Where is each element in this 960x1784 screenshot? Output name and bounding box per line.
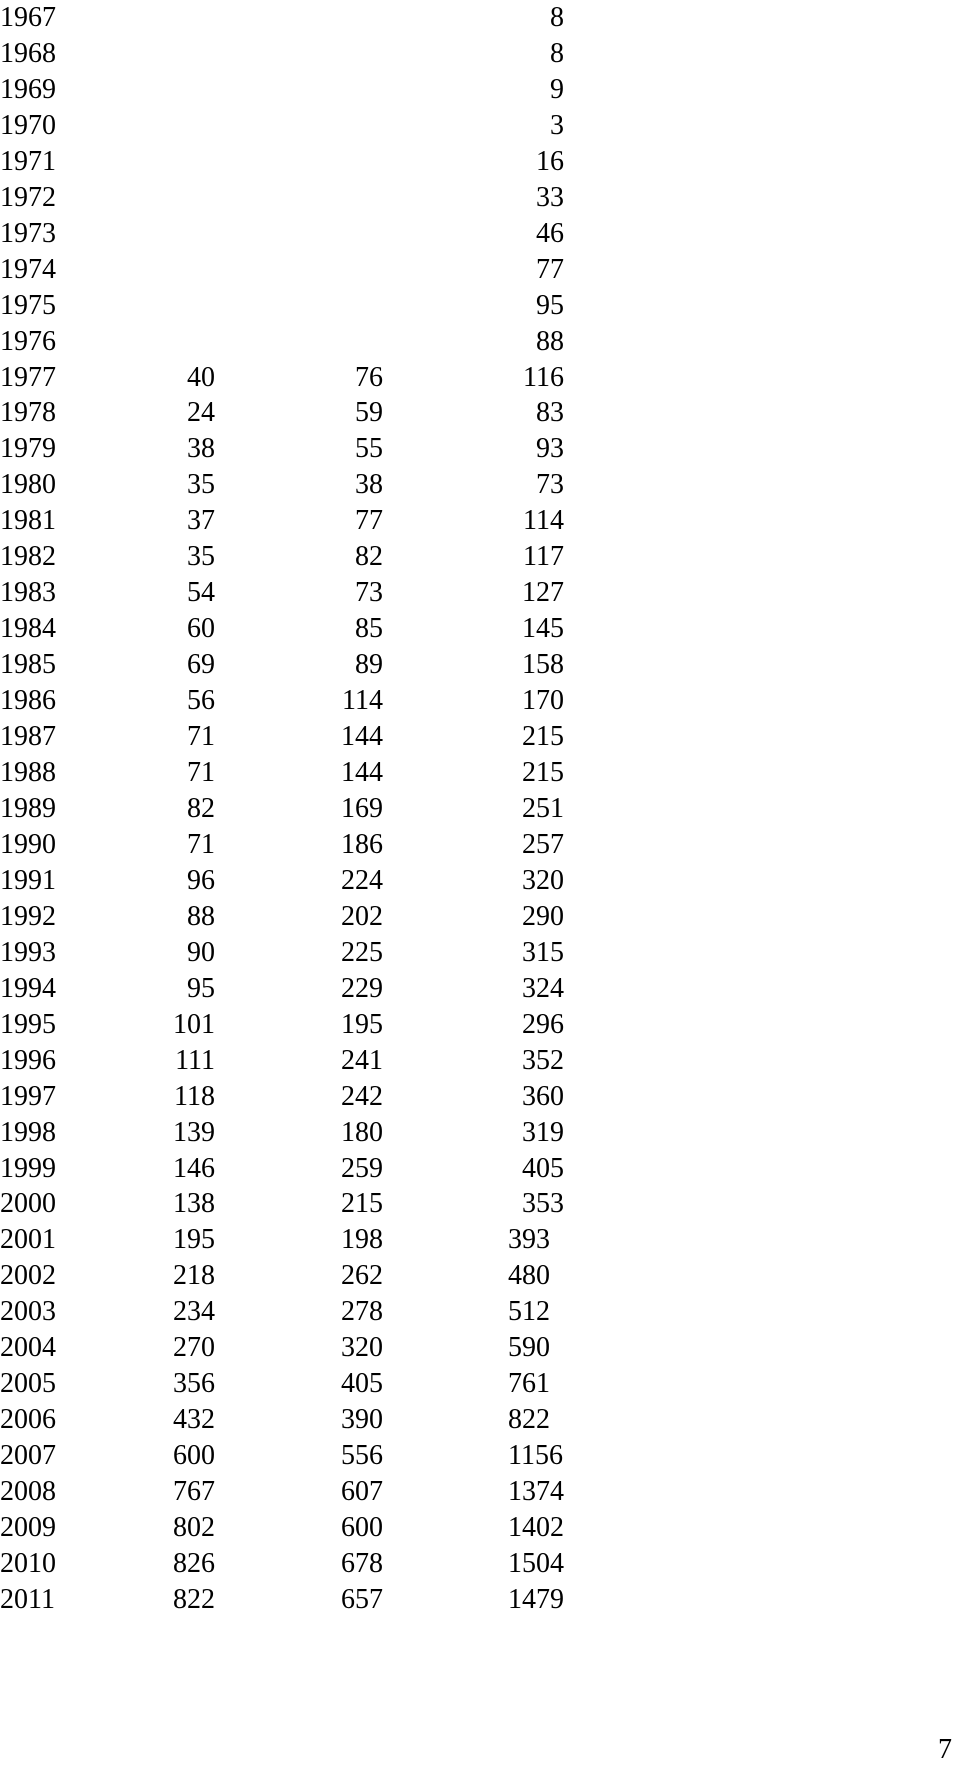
value-cell-a: 96 [187, 864, 215, 896]
value-cell-c: 320 [522, 864, 564, 896]
year-cell: 1980 [0, 469, 56, 501]
value-cell-b [215, 36, 383, 72]
year-cell: 1998 [0, 1116, 56, 1148]
year-cell: 1990 [0, 828, 56, 860]
value-cell-a [70, 108, 215, 144]
year-cell: 1968 [0, 37, 56, 69]
value-cell-a: 802 [173, 1512, 215, 1544]
value-cell-c: 3 [550, 109, 564, 141]
value-cell-b: 169 [341, 792, 383, 824]
value-cell-c: 360 [522, 1080, 564, 1112]
year-cell: 1975 [0, 289, 56, 321]
year-cell: 1977 [0, 361, 56, 393]
year-cell: 1997 [0, 1080, 56, 1112]
table-row [0, 1258, 564, 1294]
value-cell-b: 144 [341, 721, 383, 753]
table-row [0, 1582, 564, 1618]
value-cell-a [70, 216, 215, 252]
value-cell-c: 73 [536, 469, 564, 501]
value-cell-c: 1374 [508, 1476, 564, 1508]
value-cell-c: 257 [522, 828, 564, 860]
table-row [0, 575, 564, 611]
value-cell-a: 71 [187, 757, 215, 789]
value-cell-c: 95 [536, 289, 564, 321]
table-row [0, 539, 564, 575]
table-row [0, 431, 564, 467]
year-cell: 1972 [0, 181, 56, 213]
year-cell: 1970 [0, 109, 56, 141]
value-cell-a: 826 [173, 1547, 215, 1579]
table-row [0, 827, 564, 863]
table-row [0, 36, 564, 72]
value-cell-a: 95 [187, 972, 215, 1004]
value-cell-b: 38 [355, 469, 383, 501]
value-cell-a [70, 0, 215, 36]
table-row [0, 324, 564, 360]
table-row [0, 1474, 564, 1510]
year-cell: 1986 [0, 685, 56, 717]
table-row [0, 108, 564, 144]
value-cell-b: 390 [341, 1404, 383, 1436]
value-cell-b: 186 [341, 828, 383, 860]
value-cell-c: 116 [523, 361, 564, 393]
value-cell-c: 77 [536, 253, 564, 285]
value-cell-a: 38 [187, 433, 215, 465]
value-cell-a: 90 [187, 936, 215, 968]
value-cell-c: 290 [522, 900, 564, 932]
year-cell: 1969 [0, 73, 56, 105]
value-cell-c: 822 [508, 1404, 550, 1436]
value-cell-a [70, 72, 215, 108]
value-cell-a: 356 [173, 1368, 215, 1400]
value-cell-b [215, 252, 383, 288]
table-row [0, 1043, 564, 1079]
table-row [0, 755, 564, 791]
table-row [0, 719, 564, 755]
value-cell-b: 262 [341, 1260, 383, 1292]
value-cell-c: 215 [522, 721, 564, 753]
value-cell-c: 393 [508, 1224, 550, 1256]
value-cell-a: 138 [173, 1188, 215, 1220]
value-cell-a: 118 [174, 1080, 215, 1112]
value-cell-c: 8 [550, 2, 564, 33]
year-cell: 2002 [0, 1260, 56, 1292]
value-cell-b: 73 [355, 577, 383, 609]
value-cell-b: 55 [355, 433, 383, 465]
year-cell: 1989 [0, 792, 56, 824]
value-cell-c: 405 [522, 1152, 564, 1184]
value-cell-c: 8 [550, 37, 564, 69]
table-row [0, 1294, 564, 1330]
value-cell-c: 352 [522, 1044, 564, 1076]
table-row [0, 216, 564, 252]
value-cell-a [70, 252, 215, 288]
value-cell-b: 77 [355, 505, 383, 537]
value-cell-c: 1402 [508, 1512, 564, 1544]
value-cell-b: 229 [341, 972, 383, 1004]
value-cell-b: 241 [341, 1044, 383, 1076]
year-cell: 2008 [0, 1476, 56, 1508]
year-cell: 1979 [0, 433, 56, 465]
value-cell-a: 82 [187, 792, 215, 824]
year-cell: 1971 [0, 145, 56, 177]
value-cell-a [70, 180, 215, 216]
value-cell-b: 556 [341, 1440, 383, 1472]
value-cell-c: 1479 [508, 1583, 564, 1615]
year-cell: 1973 [0, 217, 56, 249]
value-cell-a: 767 [173, 1476, 215, 1508]
page-number: 7 [938, 1734, 952, 1765]
value-cell-a: 432 [173, 1404, 215, 1436]
value-cell-a: 54 [187, 577, 215, 609]
value-cell-c: 319 [522, 1116, 564, 1148]
table-row [0, 1330, 564, 1366]
table-row [0, 611, 564, 647]
table-row [0, 0, 564, 36]
year-cell: 1976 [0, 325, 56, 357]
table-row [0, 863, 564, 899]
value-cell-a: 111 [175, 1044, 215, 1076]
value-cell-b: 225 [341, 936, 383, 968]
table-row [0, 1007, 564, 1043]
value-cell-c: 9 [550, 73, 564, 105]
value-cell-b [215, 180, 383, 216]
value-cell-b [215, 144, 383, 180]
year-cell: 1987 [0, 721, 56, 753]
value-cell-b [215, 216, 383, 252]
year-cell: 1983 [0, 577, 56, 609]
value-cell-b: 607 [341, 1476, 383, 1508]
year-cell: 2000 [0, 1188, 56, 1220]
table-row [0, 1115, 564, 1151]
value-cell-a: 24 [187, 397, 215, 429]
table-row [0, 288, 564, 324]
value-cell-a: 270 [173, 1332, 215, 1364]
value-cell-c: 127 [522, 577, 564, 609]
value-cell-b: 678 [341, 1547, 383, 1579]
value-cell-c: 145 [522, 613, 564, 645]
value-cell-a: 35 [187, 541, 215, 573]
year-cell: 1967 [0, 2, 56, 33]
value-cell-c: 16 [536, 145, 564, 177]
value-cell-b: 242 [341, 1080, 383, 1112]
value-cell-c: 117 [523, 541, 564, 573]
year-cell: 2006 [0, 1404, 56, 1436]
value-cell-b: 195 [341, 1008, 383, 1040]
year-cell: 1984 [0, 613, 56, 645]
table-row [0, 791, 564, 827]
table-row [0, 252, 564, 288]
table-row [0, 503, 564, 539]
value-cell-b: 259 [341, 1152, 383, 1184]
value-cell-a: 101 [173, 1008, 215, 1040]
value-cell-a: 35 [187, 469, 215, 501]
table-row [0, 467, 564, 503]
value-cell-c: 114 [523, 505, 564, 537]
value-cell-a [70, 144, 215, 180]
year-cell: 1993 [0, 936, 56, 968]
year-cell: 1974 [0, 253, 56, 285]
table-row [0, 1079, 564, 1115]
table-row [0, 1366, 564, 1402]
year-cell: 1982 [0, 541, 56, 573]
value-cell-b: 82 [355, 541, 383, 573]
year-cell: 1992 [0, 900, 56, 932]
year-cell: 2007 [0, 1440, 56, 1472]
value-cell-b: 180 [341, 1116, 383, 1148]
value-cell-a: 234 [173, 1296, 215, 1328]
table-row [0, 1546, 564, 1582]
year-cell: 1978 [0, 397, 56, 429]
table-row [0, 1402, 564, 1438]
value-cell-a: 56 [187, 685, 215, 717]
year-cell: 2009 [0, 1512, 56, 1544]
value-cell-b: 405 [341, 1368, 383, 1400]
value-cell-b: 85 [355, 613, 383, 645]
value-cell-c: 353 [522, 1188, 564, 1220]
table-row [0, 647, 564, 683]
value-cell-c: 170 [522, 685, 564, 717]
table-row [0, 899, 564, 935]
value-cell-a: 71 [187, 828, 215, 860]
year-cell: 1996 [0, 1044, 56, 1076]
value-cell-c: 1156 [508, 1440, 563, 1472]
table-row [0, 935, 564, 971]
value-cell-a [70, 288, 215, 324]
value-cell-c: 215 [522, 757, 564, 789]
value-cell-b: 89 [355, 649, 383, 681]
value-cell-a: 600 [173, 1440, 215, 1472]
value-cell-b: 278 [341, 1296, 383, 1328]
value-cell-b: 320 [341, 1332, 383, 1364]
value-cell-b: 59 [355, 397, 383, 429]
table-row [0, 72, 564, 108]
value-cell-b: 600 [341, 1512, 383, 1544]
value-cell-a: 69 [187, 649, 215, 681]
year-cell: 2005 [0, 1368, 56, 1400]
value-cell-b: 224 [341, 864, 383, 896]
value-cell-c: 33 [536, 181, 564, 213]
value-cell-b [215, 108, 383, 144]
value-cell-a: 822 [173, 1583, 215, 1615]
value-cell-c: 590 [508, 1332, 550, 1364]
value-cell-a: 40 [187, 361, 215, 393]
year-cell: 2004 [0, 1332, 56, 1364]
value-cell-a [70, 36, 215, 72]
table-row [0, 144, 564, 180]
value-cell-b: 144 [341, 757, 383, 789]
value-cell-c: 324 [522, 972, 564, 1004]
value-cell-a [70, 324, 215, 360]
table-row [0, 1186, 564, 1222]
year-cell: 1995 [0, 1008, 56, 1040]
value-cell-b [215, 288, 383, 324]
value-cell-b: 202 [341, 900, 383, 932]
value-cell-a: 37 [187, 505, 215, 537]
value-cell-a: 71 [187, 721, 215, 753]
year-cell: 1994 [0, 972, 56, 1004]
value-cell-c: 93 [536, 433, 564, 465]
year-cell: 2011 [0, 1583, 55, 1615]
value-cell-b: 76 [355, 361, 383, 393]
value-cell-c: 1504 [508, 1547, 564, 1579]
value-cell-b: 114 [342, 685, 383, 717]
value-cell-c: 251 [522, 792, 564, 824]
table-row [0, 971, 564, 1007]
year-cell: 1988 [0, 757, 56, 789]
value-cell-c: 158 [522, 649, 564, 681]
table-row [0, 1438, 564, 1474]
value-cell-b [215, 324, 383, 360]
value-cell-a: 139 [173, 1116, 215, 1148]
value-cell-a: 88 [187, 900, 215, 932]
value-cell-b [215, 72, 383, 108]
table-row [0, 683, 564, 719]
value-cell-c: 315 [522, 936, 564, 968]
year-cell: 1999 [0, 1152, 56, 1184]
table-row [0, 180, 564, 216]
table-row [0, 1510, 564, 1546]
value-cell-c: 46 [536, 217, 564, 249]
year-cell: 2010 [0, 1547, 56, 1579]
value-cell-c: 88 [536, 325, 564, 357]
value-cell-a: 195 [173, 1224, 215, 1256]
table-row [0, 1222, 564, 1258]
value-cell-a: 218 [173, 1260, 215, 1292]
table-row [0, 360, 564, 396]
year-cell: 2003 [0, 1296, 56, 1328]
value-cell-b: 215 [341, 1188, 383, 1220]
value-cell-a: 146 [173, 1152, 215, 1184]
value-cell-a: 60 [187, 613, 215, 645]
table-row [0, 1151, 564, 1187]
year-cell: 1985 [0, 649, 56, 681]
table-row [0, 395, 564, 431]
year-cell: 1981 [0, 505, 56, 537]
value-cell-c: 512 [508, 1296, 550, 1328]
value-cell-c: 761 [508, 1368, 550, 1400]
year-cell: 2001 [0, 1224, 56, 1256]
value-cell-c: 480 [508, 1260, 550, 1292]
value-cell-b: 198 [341, 1224, 383, 1256]
value-cell-c: 83 [536, 397, 564, 429]
value-cell-b [215, 0, 383, 36]
value-cell-c: 296 [522, 1008, 564, 1040]
value-cell-b: 657 [341, 1583, 383, 1615]
year-cell: 1991 [0, 864, 56, 896]
